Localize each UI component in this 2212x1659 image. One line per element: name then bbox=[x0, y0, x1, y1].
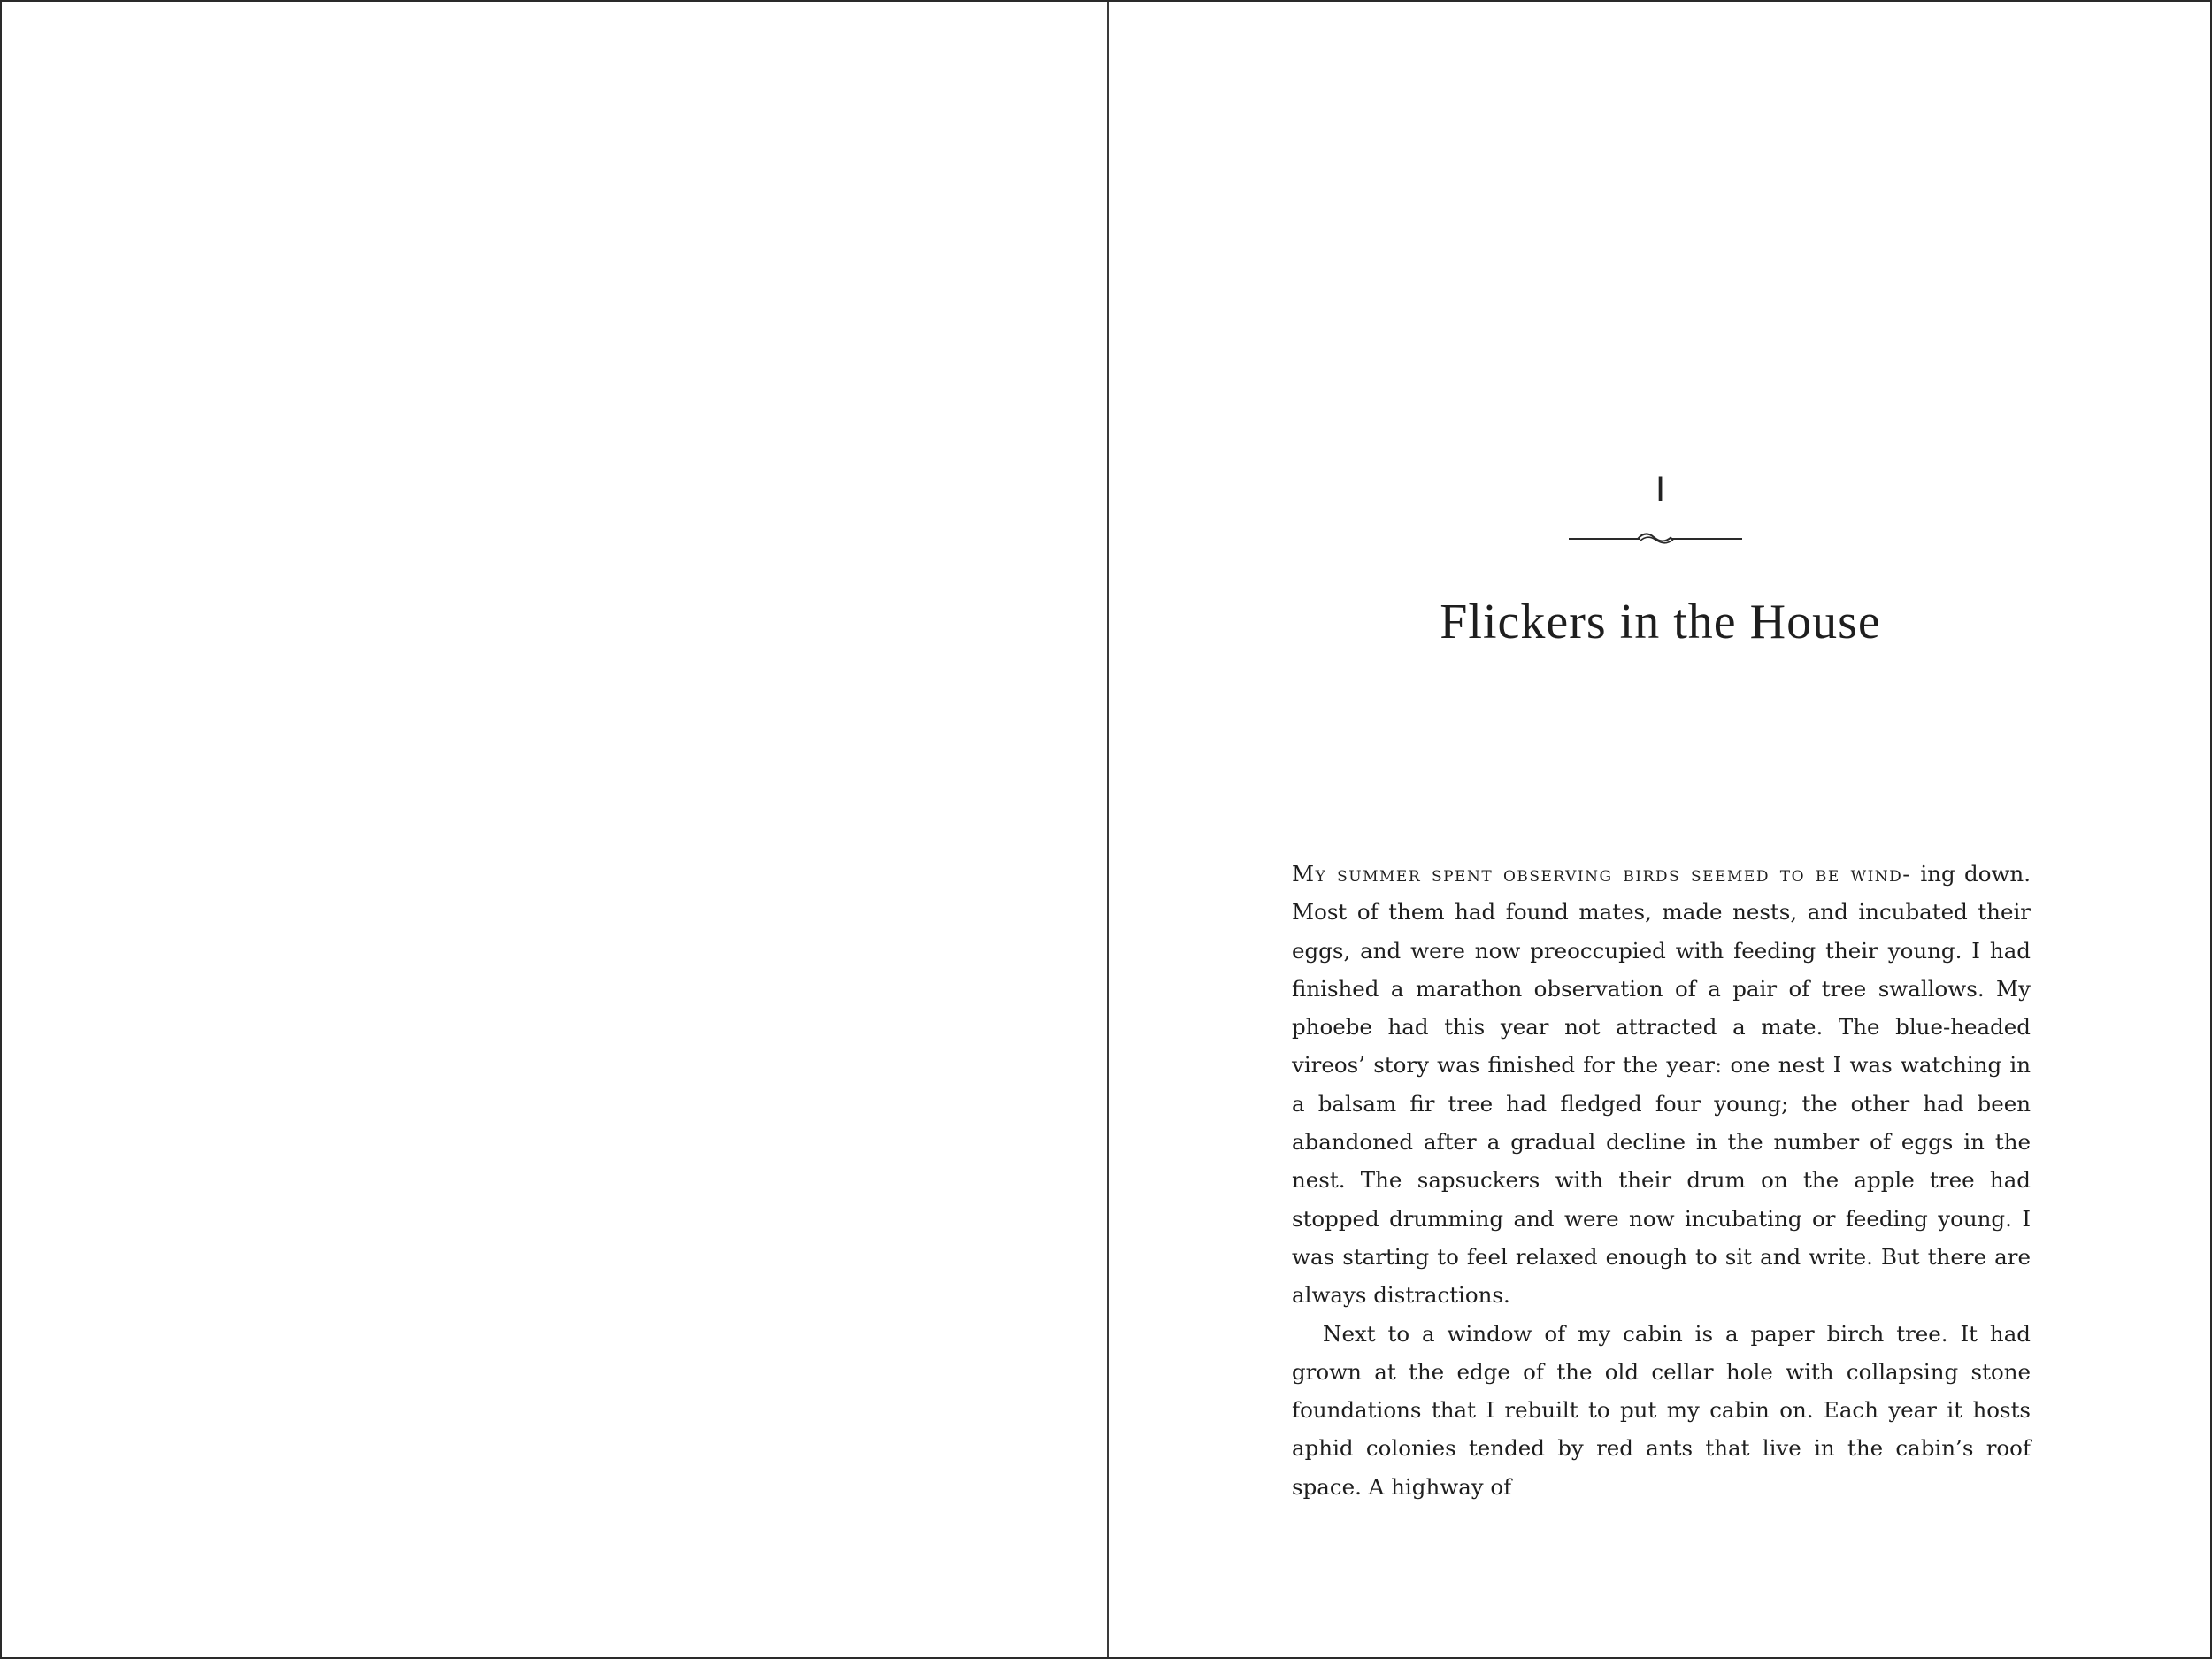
paragraph-1-text: ing down. Most of them had found mates, made nests, and incubated their eggs, and were now preoccupied with feeding their young. I had finished a marathon observation of a pair of tree swallows. My phoebe had this year not attracted a mate. The blue-headed vireos’ story was finished for the year: one nest I was watching in a balsam fir tree had fledged four young; the other had been abandoned after a gradual decline in the number of eggs in the nest. The sapsuckers with their drum on the apple tree had stopped drumming and were now incubating or feeding young. I was starting to feel relaxed enough to sit and write. But there are always distractions. bbox=[1292, 861, 2031, 1309]
paragraph-1 bbox=[1292, 855, 2031, 1315]
paragraph-2: Next to a window of my cabin is a paper birch tree. It had grown at the edge of the old cellar hole with collapsing stone foundations that I rebuilt to put my cabin on. Each year it hosts aphid colonies tended by red ants that live in the cabin’s roof space. A highway of bbox=[1292, 1320, 2031, 1500]
body-text bbox=[1292, 855, 2031, 1506]
chapter-title: Flickers in the House bbox=[1440, 595, 1881, 649]
left-page-blank bbox=[2, 2, 1108, 1657]
paragraph-1-lead: My summer spent observing birds seemed to be wind- bbox=[1292, 861, 1912, 887]
right-page bbox=[1109, 2, 2212, 1657]
flourish-ornament-icon bbox=[1569, 526, 1742, 552]
chapter-number: I bbox=[1655, 470, 1666, 509]
